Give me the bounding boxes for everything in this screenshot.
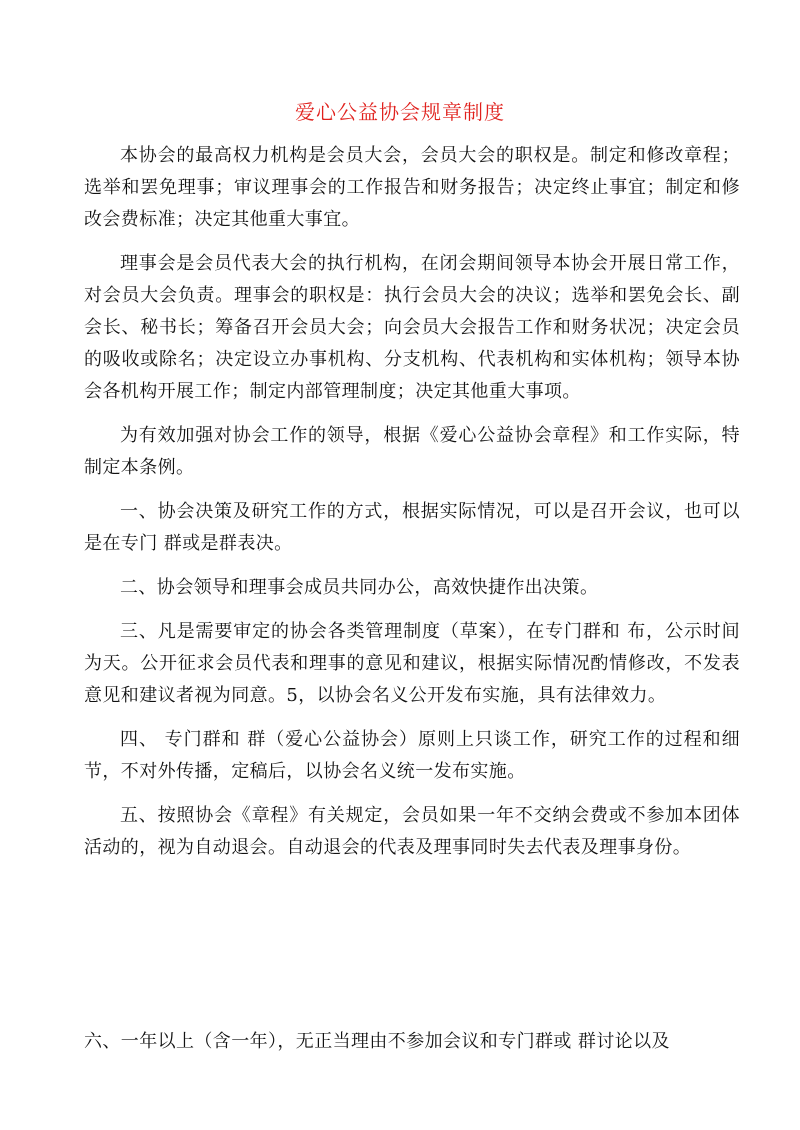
paragraph-article-4: 四、 专门群和 群（爱心公益协会）原则上只谈工作，研究工作的过程和细节，不对外传播，定稿后，以协会名义统一发布实施。 (84, 729, 740, 782)
paragraph-article-1: 一、协会决策及研究工作的方式，根据实际情况，可以是召开会议，也可以是在专门 群或是群表决。 (84, 501, 740, 554)
document-title: 爱心公益协会规章制度 (295, 100, 505, 124)
paragraph-article-2: 二、协会领导和理事会成员共同办公，高效快捷作出决策。 (120, 577, 599, 598)
paragraph-purpose: 为有效加强对协会工作的领导，根据《爱心公益协会章程》和工作实际，特制定本条例。 (84, 425, 740, 478)
paragraph-general-assembly: 本协会的最高权力机构是会员大会，会员大会的职权是。制定和修改章程；选举和罢免理事；审议理事会的工作报告和财务报告；决定终止事宜；制定和修改会费标准；决定其他重大事宜。 (84, 145, 740, 230)
paragraph-article-6: 六、一年以上（含一年），无正当理由不参加会议和专门群或 群讨论以及 (84, 1031, 670, 1052)
paragraph-article-3: 三、凡是需要审定的协会各类管理制度（草案），在专门群和 布，公示时间为天。公开征求会员代表和理事的意见和建议，根据实际情况酌情修改，不发表意见和建议者视为同意。5，以协会名义公开发布实施，具有法律效力。 (84, 621, 740, 706)
paragraph-council: 理事会是会员代表大会的执行机构，在闭会期间领导本协会开展日常工作，对会员大会负责。理事会的职权是：执行会员大会的决议；选举和罢免会长、副会长、秘书长；筹备召开会员大会；向会员大会报告工作和财务状况；决定会员的吸收或除名；决定设立办事机构、分支机构、代表机构和实体机构；领导本协会各机构开展工作；制定内部管理制度；决定其他重大事项。 (84, 253, 740, 402)
document-body (84, 140, 740, 876)
paragraph-article-5: 五、按照协会《章程》有关规定，会员如果一年不交纳会费或不参加本团体活动的，视为自动退会。自动退会的代表及理事同时失去代表及理事身份。 (84, 805, 740, 858)
